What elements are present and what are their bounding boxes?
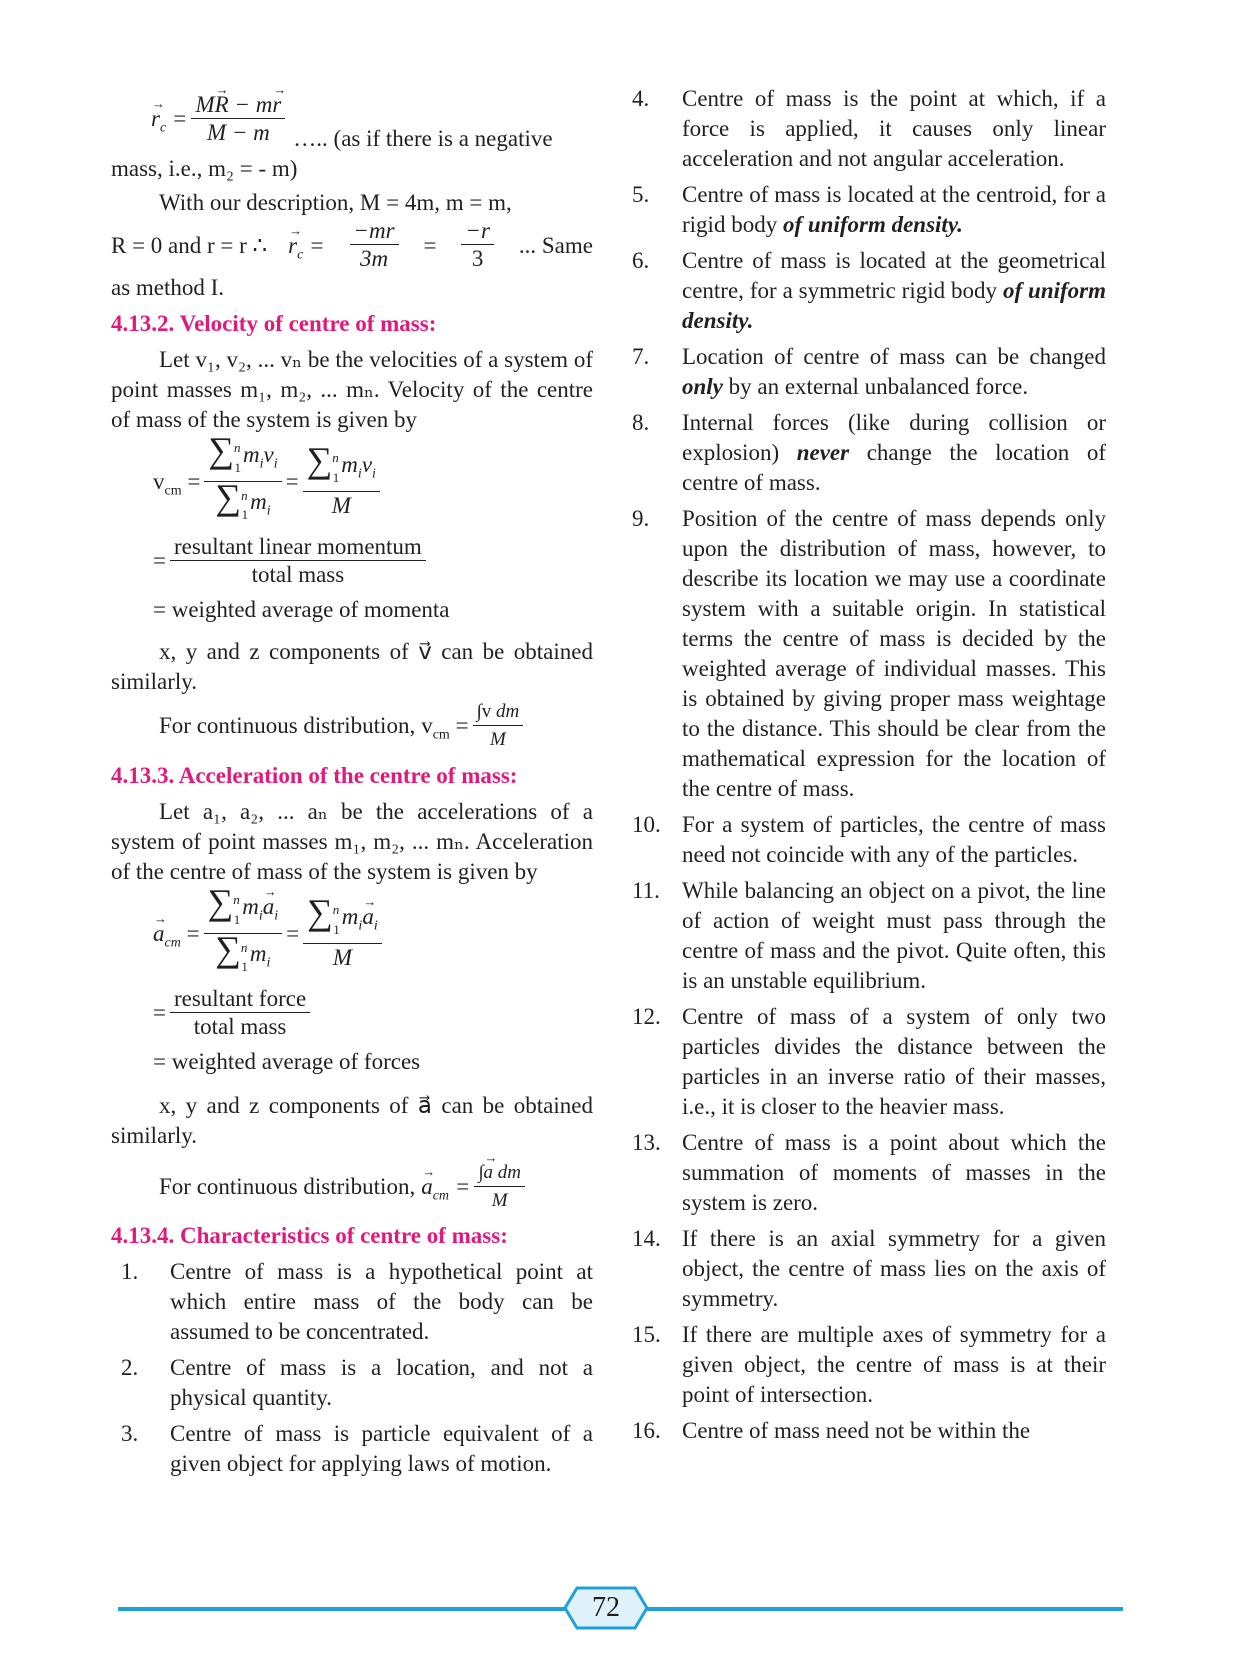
a-components-text: x, y and z components of a⃗ can be obtained similarly. (111, 1093, 593, 1148)
list-item: 8. Internal forces (like during collision or explosion) never change the location of centre of mass. (632, 410, 1106, 495)
method2-description: With our description, M = 4m, m = m, (159, 190, 512, 215)
method2-same-text: ... Same (518, 232, 593, 258)
characteristics-list-left (111, 1257, 593, 1479)
list-item: 9. Position of the centre of mass depends only upon the distribution of mass, however, to describe its location we may use a coordinate system with a suitable origin. In statistical terms the centre of mass is decided by the weighted average of individual masses. This is obtained by giving proper mass weightage to the distance. This should be clear from the mathematical expression for the location of the centre of mass. (632, 506, 1106, 801)
equation-rc-negative-mass: → $r_c$ = $\frac{M\to R - m\to r}{M - m}$ ….. (as if there is a negative (111, 84, 593, 154)
method2-mass-line: mass, i.e., m₂ = - m) (111, 156, 298, 181)
equation-vcm: $v_{cm}$ = $\frac{\sum^n_1m_iv_i}{\sum^n_1m_i}$ = $\frac{\sum^n_1m_iv_i}{M}$ (153, 435, 593, 529)
heading-velocity: 4.13.2. Velocity of centre of mass: (111, 311, 437, 336)
list-item: 2. Centre of mass is a location, and not a physical quantity. (121, 1355, 593, 1410)
equation-vcm-words: = $\frac{\text{resultant linear momentum}}{\text{total mass}}$ (153, 529, 593, 593)
a-resultant-numerator: resultant force (170, 986, 310, 1013)
acceleration-intro: Let a₁, a₂, ... aₙ be the accelerations of a system of point masses m₁, m₂, ... mₙ. Acceleration of the centre of mass of the system is given by (111, 799, 593, 884)
equation-acm-words: = $\frac{\text{resultant force}}{\text{total mass}}$ (153, 981, 593, 1045)
list-item: 4. Centre of mass is the point at which, if a force is applied, it causes only linear acceleration and not angular acceleration. (632, 86, 1106, 171)
v-continuous-label: For continuous distribution, (159, 713, 416, 738)
equation-acm: → $a_{cm}$ = $\frac{\sum^n_1m_i\to a_i}{\sum^n_1m_i}$ = $\frac{\sum^n_1m_i\to a_i}{M}$ (153, 887, 593, 981)
heading-characteristics: 4.13.4. Characteristics of centre of mass: (111, 1223, 508, 1248)
a-continuous-label: For continuous distribution, (159, 1174, 416, 1199)
v-resultant-denominator: total mass (251, 561, 345, 587)
equation-v-continuous: For continuous distribution, $v_{cm}$ = $\frac{\text{∫v dm}}{M}$ (111, 697, 593, 755)
list-item: 13. Centre of mass is a point about which the summation of moments of masses in the system is zero. (632, 1130, 1106, 1215)
method2-r-text: R = 0 and r = r ∴ (111, 232, 268, 258)
list-item: 11. While balancing an object on a pivot, the line of action of weight must pass through the centre of mass and the pivot. Quite often, this is an unstable equilibrium. (632, 878, 1106, 993)
list-item: 5. Centre of mass is located at the centroid, for a rigid body of uniform density. (632, 182, 1106, 237)
list-item: 16. Centre of mass need not be within the (632, 1418, 1031, 1443)
method2-trailing-text: ….. (as if there is a negative (293, 126, 553, 151)
list-item: 3. Centre of mass is particle equivalent of a given object for applying laws of motion. (121, 1421, 593, 1476)
equation-rc-result: R = 0 and r = r ∴ → $r_c$ = $\frac{-mr}{3m}$ = $\frac{-r}{3}$ ... Same (111, 218, 593, 273)
velocity-intro: Let v₁, v₂, ... vₙ be the velocities of a system of point masses m₁, m₂, ... mₙ. Velocity of the centre of mass of the system is given by (111, 347, 593, 432)
v-weighted-average: = weighted average of momenta (153, 597, 450, 622)
a-resultant-denominator: total mass (193, 1013, 287, 1039)
list-item: 10. For a system of particles, the centre of mass need not coincide with any of the particles. (632, 812, 1106, 867)
v-components-text: x, y and z components of v⃗ can be obtained similarly. (111, 639, 593, 694)
equation-a-continuous: For continuous distribution, → $a_{cm}$ = $\frac{\text{∫→ a dm}}{M}$ (111, 1155, 593, 1219)
right-column (632, 84, 1106, 1452)
list-item: 7. Location of centre of mass can be changed only by an external unbalanced force. (632, 344, 1106, 399)
heading-acceleration: 4.13.3. Acceleration of the centre of mass: (111, 763, 518, 788)
list-item: 6. Centre of mass is located at the geometrical centre, for a symmetric rigid body of uniform density. (632, 248, 1106, 333)
left-column (111, 84, 593, 1485)
page-number: 72 (592, 1592, 620, 1623)
page-number-badge (563, 1586, 649, 1630)
method2-as-method-text: as method I. (111, 275, 225, 300)
list-item: 1. Centre of mass is a hypothetical point at which entire mass of the body can be assumed to be concentrated. (121, 1259, 593, 1344)
a-weighted-average: = weighted average of forces (153, 1049, 421, 1074)
list-item: 12. Centre of mass of a system of only two particles divides the distance between the particles in an inverse ratio of their masses, i.e., it is closer to the heavier mass. (632, 1004, 1106, 1119)
list-item: 15. If there are multiple axes of symmetry for a given object, the centre of mass is at their point of intersection. (632, 1322, 1106, 1407)
v-resultant-numerator: resultant linear momentum (170, 534, 426, 561)
list-item: 14. If there is an axial symmetry for a given object, the centre of mass lies on the axis of symmetry. (632, 1226, 1106, 1311)
